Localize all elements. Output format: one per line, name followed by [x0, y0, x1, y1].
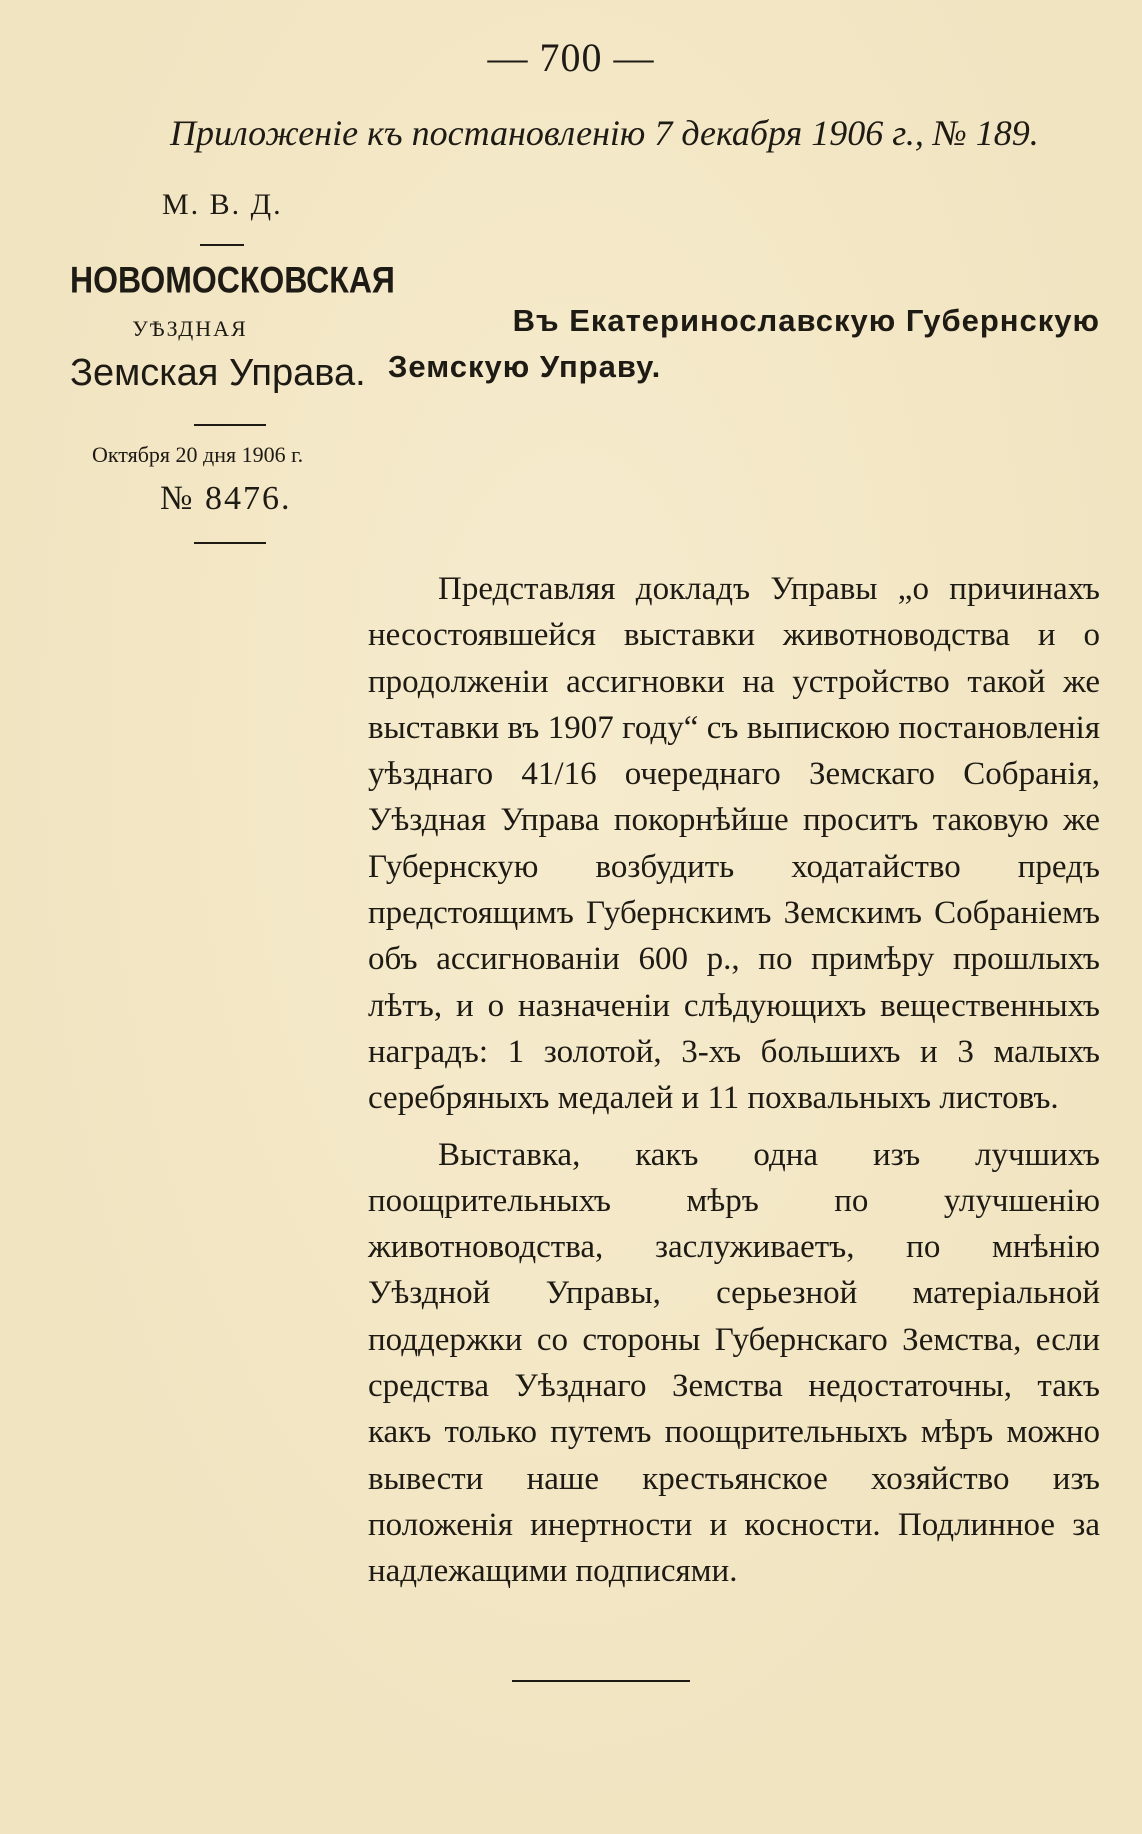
letter-body — [368, 566, 1100, 1595]
addressee-line-1: Въ Екатеринославскую Губернскую — [512, 303, 1100, 338]
addressee — [388, 298, 1100, 390]
org-name: НОВОМОСКОВСКАЯ — [70, 259, 395, 301]
district-label: УѢЗДНАЯ — [132, 316, 248, 341]
sender-divider-bottom — [194, 542, 266, 544]
board-name: Земская Управа. — [70, 352, 366, 394]
page-number: — 700 — — [487, 35, 655, 80]
appendix-title: Приложеніе къ постановленію 7 декабря 1906 г., № 189. — [170, 113, 1039, 153]
letter-number: № 8476. — [160, 480, 292, 517]
ministry-label: М. В. Д. — [162, 188, 283, 221]
body-paragraph-2: Выставка, какъ одна изъ лучшихъ поощрительныхъ мѣръ по улучшенію животноводства, заслуживаетъ, по мнѣнію Уѣздной Управы, серьезной матеріальной поддержки со стороны Губернскаго Земства, если средства Уѣзднаго Земства недостаточны, такъ какъ только путемъ поощрительныхъ мѣръ можно вывести наше крестьянское хозяйство изъ положенія инертности и косности. Подлинное за надлежащими подписями. — [368, 1136, 1100, 1590]
body-paragraph-1: Представляя докладъ Управы „о причинахъ несостоявшейся выставки животноводства и о продолженіи ассигновки на устройство такой же выставки въ 1907 году“ съ выпискою постановленія уѣзднаго 41/16 очереднаго Земскаго Собранія, Уѣздная Управа покорнѣйше проситъ таковую же Губернскую возбудить ходатайство предъ предстоящимъ Губернскимъ Земскимъ Собраніемъ объ ассигнованіи 600 р., по примѣру прошлыхъ лѣтъ, и о назначеніи слѣдующихъ вещественныхъ наградъ: 1 золотой, 3-хъ большихъ и 3 малыхъ серебряныхъ медалей и 11 похвальныхъ листовъ. — [368, 571, 1100, 1117]
addressee-line-2: Земскую Управу. — [388, 349, 662, 384]
letter-date: Октября 20 дня 1906 г. — [92, 442, 304, 467]
sender-divider-middle — [194, 424, 266, 426]
end-divider — [512, 1680, 690, 1682]
sender-divider-top — [200, 244, 244, 246]
